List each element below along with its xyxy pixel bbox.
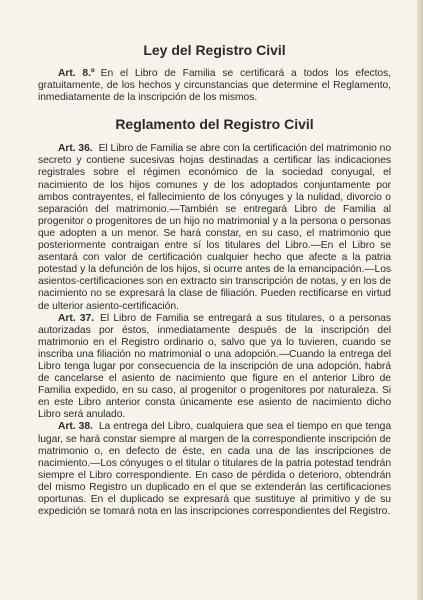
article-38-label: Art. 38.	[58, 421, 93, 433]
page-edge	[417, 0, 423, 600]
article-36-label: Art. 36.	[58, 143, 93, 155]
article-36	[38, 143, 391, 312]
article-38-text: La entrega del Libro, cualquiera que sea el tiempo en que tenga lugar, se hará constar siempre al margen de la correspondiente inscripción de matrimonio o, en defecto de éste, en cada una de las inscripciones de nacimiento.—Los cónyuges o el titular o titulares de la patria potestad tendrán siempre el Libro correspondiente. En caso de pérdida o deterioro, obtendrán del mismo Registro un duplicado en el que se extenderán las certificaciones oportunas. En el duplicado se expresará que sustituye al primitivo y de su expedición se tomará nota en las inscripciones correspondientes del Registro.	[38, 421, 392, 518]
article-36-text: El Libro de Familia se abre con la certificación del matrimonio no secreto y contiene sucesivas hojas destinadas a certificar las indicaciones registrales sobre el régimen económico de la sociedad conyugal, el nacimiento de los hijos comunes y de los adoptados conjuntamente por ambos contrayentes, el fallecimiento de los cónyuges y la nulidad, divorcio o separación del matrimonio.—También se entregará Libro de Familia al progenitor o progenitores de un hijo no matrimonial y a la persona o personas que adopten a un menor. Se hará constar, en su caso, el matrimonio que posteriormente contraigan entre sí los titulares del Libro.—En el Libro se asentará con valor de certificación cualquier hecho que afecte a la patria potestad y la defunción de los hijos, si ocurre antes de la emancipación.—Los asientos-certificaciones son en extracto sin transcripción de notas, y en los de nacimiento no se expresará la clase de filiación. Pueden rectificarse en virtud de ulterior asiento-certificación.	[38, 143, 391, 312]
regulation-title: Reglamento del Registro Civil	[115, 116, 314, 133]
article-37-label: Art. 37.	[58, 312, 95, 324]
article-8-text: En el Libro de Familia se certificará a todos los efectos, gratuitamente, de los hechos y circunstancias que determine el Reglamento, inmediatamente de la inscripción de los mismos.	[38, 68, 392, 104]
law-title: Ley del Registro Civil	[143, 42, 286, 58]
article-38	[38, 421, 391, 518]
article-37-text: El Libro de Familia se entregará a sus titulares, o a personas autorizadas por éstos, inmediatamente después de la inscripción del matrimonio en el Registro ordinario o, salvo que ya lo tuvieren, cuando se inscriba una filiación no matrimonial o una adopción.—Cuando la entrega del Libro tenga lugar por consecuencia de la inscripción de una adopción, habrá de cancelarse el asiento de nacimiento que figure en el anterior Libro de Familia expedido, en su caso, al progenitor o progenitores por naturaleza. Si en este Libro anterior consta únicamente ese asiento de nacimiento dicho Libro será anulado.	[38, 312, 391, 421]
article-8	[38, 68, 391, 104]
article-8-label: Art. 8.º	[58, 68, 95, 79]
article-37	[38, 313, 391, 422]
